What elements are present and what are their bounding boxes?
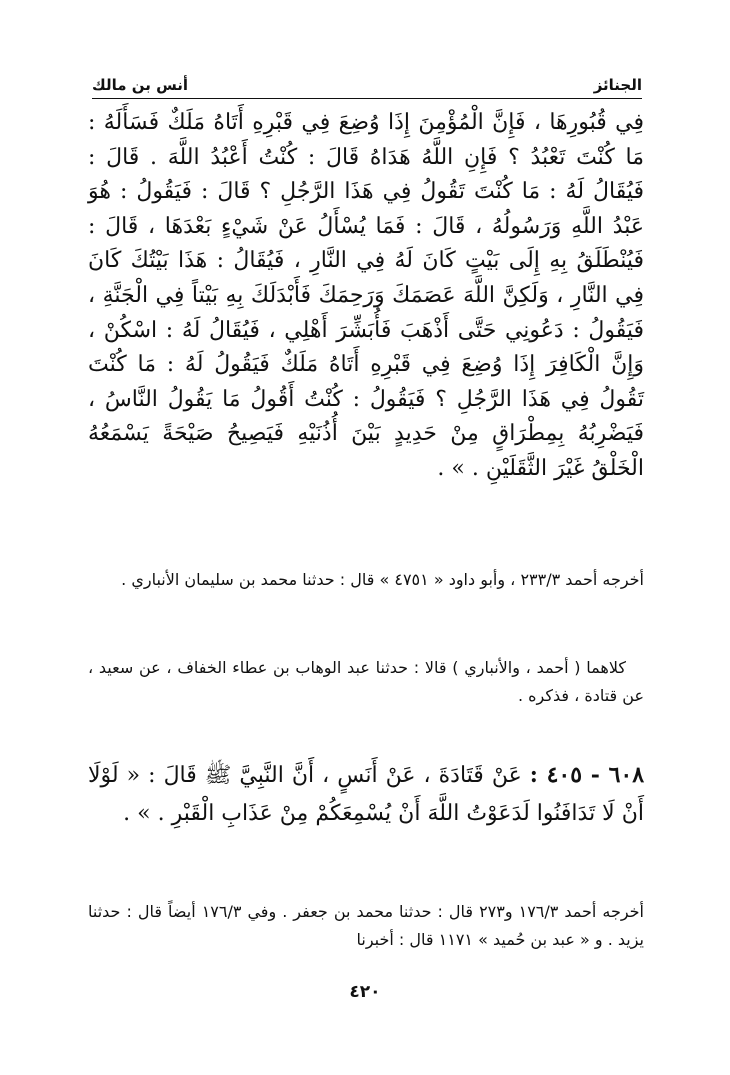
takhrij-note-2: كلاهما ( أحمد ، والأنباري ) قالا : حدثنا عبد الوهاب بن عطاء الخفاف ، عن سعيد ، عن قتادة ، فذكره . — [88, 658, 644, 705]
page-number: ٤٢٠ — [349, 982, 381, 1002]
hadith-block — [88, 756, 644, 833]
main-paragraph: فِي قُبُورِهَا ، فَإِنَّ الْمُؤْمِنَ إِذَا وُضِعَ فِي قَبْرِهِ أَتَاهُ مَلَكٌ فَسَأَلَهُ : مَا كُنْتَ تَعْبُدُ ؟ فَإِنِ اللَّهُ هَدَاهُ قَالَ : كُنْتُ أَعْبُدُ اللَّهَ . قَالَ : فَيُقَالُ لَهُ : مَا كُنْتَ تَقُولُ فِي هَذَا الرَّجُلِ ؟ قَالَ : فَيَقُولُ : هُوَ عَبْدُ اللَّهِ وَرَسُولُهُ ، قَالَ : فَمَا يُسْأَلُ عَنْ شَيْءٍ بَعْدَهَا ، قَالَ : فَيُنْطَلَقُ بِهِ إِلَى بَيْتٍ كَانَ لَهُ فِي النَّارِ ، فَيُقَالُ : هَذَا بَيْتُكَ كَانَ فِي النَّارِ ، وَلَكِنَّ اللَّهَ عَصَمَكَ وَرَحِمَكَ فَأَبْدَلَكَ بِهِ بَيْتاً فِي الْجَنَّةِ ، فَيَقُولُ : دَعُونِي حَتَّى أَذْهَبَ فَأُبَشِّرَ أَهْلِي ، فَيُقَالُ لَهُ : اسْكُنْ ، وَإِنَّ الْكَافِرَ إِذَا وُضِعَ فِي قَبْرِهِ أَتَاهُ مَلَكٌ فَيَقُولُ لَهُ : مَا كُنْتَ تَقُولُ فِي هَذَا الرَّجُلِ ؟ فَيَقُولُ : كُنْتُ أَقُولُ مَا يَقُولُ النَّاسُ ، فَيَضْرِبُهُ بِمِطْرَاقٍ مِنْ حَدِيدٍ بَيْنَ أُذُنَيْهِ فَيَصِيحُ صَيْحَةً يَسْمَعُهُ الْخَلْقُ غَيْرَ الثَّقَلَيْنِ . » . — [88, 110, 644, 481]
narrator-title: أنس بن مالك — [92, 76, 189, 94]
chapter-title: الجنائز — [593, 76, 642, 94]
hadith-number: ٦٠٨ - ٤٠٥ : — [529, 762, 645, 788]
takhrij-note-3: أخرجه أحمد ١٧٦/٣ و٢٧٣ قال : حدثنا محمد بن جعفر . وفي ١٧٦/٣ أيضاً قال : حدثنا يزيد . و « عبد بن حُميد » ١١٧١ قال : أخبرنا — [88, 902, 645, 949]
running-header — [92, 72, 642, 99]
hadith-text: عَنْ قَتَادَةَ ، عَنْ أَنَسٍ ، أَنَّ النَّبِيَّ ﷺ قَالَ : « لَوْلَا أَنْ لَا تَدَافَنُوا لَدَعَوْتُ اللَّهَ أَنْ يُسْمِعَكُمْ مِنْ عَذَابِ الْقَبْرِ . » . — [88, 763, 644, 826]
hadith-continuation-text — [88, 106, 644, 487]
takhrij-note-1: أخرجه أحمد ٢٣٣/٣ ، وأبو داود « ٤٧٥١ » قال : حدثنا محمد بن سليمان الأنباري . — [121, 570, 644, 589]
